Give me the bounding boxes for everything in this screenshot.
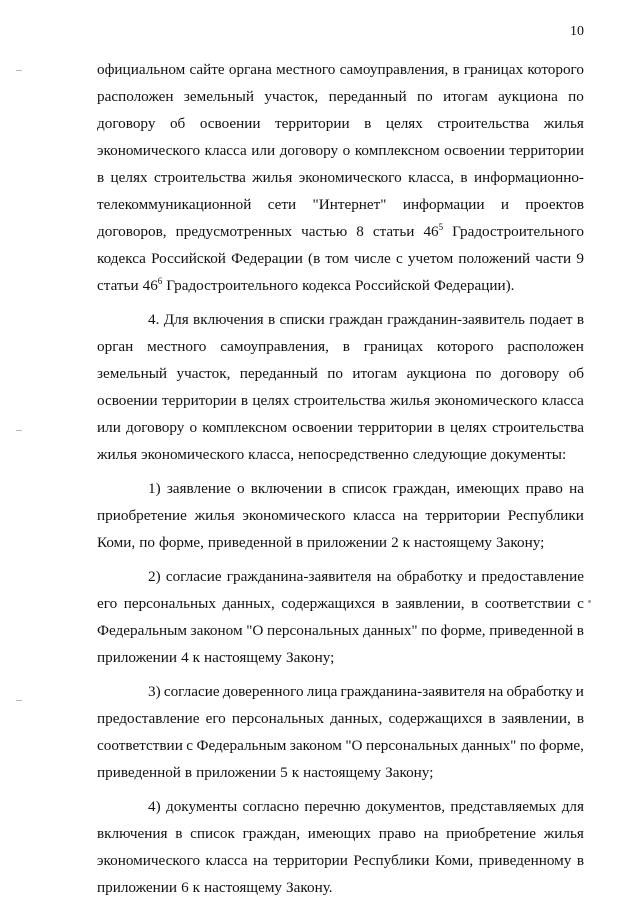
text-line: расположен земельный участок, переданный по итогам аукциона по	[97, 88, 584, 105]
scan-speck	[588, 600, 591, 603]
text-line: Федеральным законом "О персональных данных" по форме, приведенной в	[97, 622, 584, 639]
text-line: телекоммуникационной сети "Интернет" информации и проектов	[97, 196, 584, 213]
text-line: договоров, предусмотренных частью 8 статьи $46^5$ Градостроительного	[97, 222, 584, 240]
text-line: договору об освоении территории в целях строительства жилья	[97, 115, 584, 132]
paragraph-gap	[97, 468, 584, 475]
text-line: приведенной в приложении 5 к настоящему Закону;	[97, 764, 434, 781]
text-line: 3) согласие доверенного лица гражданина-заявителя на обработку и	[148, 683, 584, 700]
text-line: Коми, по форме, приведенной в приложении 2 к настоящему Закону;	[97, 534, 545, 551]
text-line: 4. Для включения в списки граждан гражданин-заявитель подает в	[148, 311, 584, 328]
paragraph-sub-1	[97, 475, 584, 556]
paragraph-item-4	[97, 306, 584, 468]
text-line: или договору о комплексном освоении территории в целях строительства	[97, 419, 584, 436]
page-number: 10	[570, 24, 584, 39]
text-line: предоставление его персональных данных, содержащихся в заявлении, в	[97, 710, 584, 727]
text-line: освоении территории в целях строительства жилья экономического класса	[97, 392, 584, 409]
paragraph-gap	[97, 671, 584, 678]
paragraph-continuation	[97, 56, 584, 299]
scan-margin-mark	[16, 70, 22, 71]
text-line: орган местного самоуправления, в границах которого расположен	[97, 338, 584, 355]
text-line: кодекса Российской Федерации (в том числе с учетом положений части 9	[97, 250, 584, 267]
text-line: в целях строительства жилья экономического класса, в информационно-	[97, 169, 584, 186]
text-line: 1) заявление о включении в список граждан, имеющих право на	[148, 480, 584, 497]
text-line: включения в список граждан, имеющих право на приобретение жилья	[97, 825, 584, 842]
paragraph-sub-4	[97, 793, 584, 901]
text-line: 2) согласие гражданина-заявителя на обработку и предоставление	[148, 568, 584, 585]
paragraph-gap	[97, 299, 584, 306]
text-line: жилья экономического класса, непосредственно следующие документы:	[97, 446, 567, 463]
text-line: земельный участок, переданный по итогам аукциона по договору об	[97, 365, 584, 382]
paragraph-gap	[97, 556, 584, 563]
text-line: приложении 4 к настоящему Закону;	[97, 649, 335, 666]
text-line: экономического класса или договору о комплексном освоении территории	[97, 142, 584, 159]
document-body	[97, 56, 584, 901]
paragraph-gap	[97, 786, 584, 793]
text-line: соответствии с Федеральным законом "О персональных данных" по форме,	[97, 737, 584, 754]
text-line: его персональных данных, содержащихся в заявлении, в соответствии с	[97, 595, 584, 612]
text-line: экономического класса на территории Республики Коми, приведенному в	[97, 852, 584, 869]
text-line: статьи $46^6$ Градостроительного кодекса Российской Федерации).	[97, 276, 515, 294]
text-line: приобретение жилья экономического класса на территории Республики	[97, 507, 584, 524]
scan-margin-mark	[16, 700, 22, 701]
paragraph-sub-3	[97, 678, 584, 786]
text-line: 4) документы согласно перечню документов, представляемых для	[148, 798, 584, 815]
text-line: официальном сайте органа местного самоуправления, в границах которого	[97, 61, 584, 78]
scan-margin-mark	[16, 430, 22, 431]
text-line: приложении 6 к настоящему Закону.	[97, 879, 333, 896]
paragraph-sub-2	[97, 563, 584, 671]
